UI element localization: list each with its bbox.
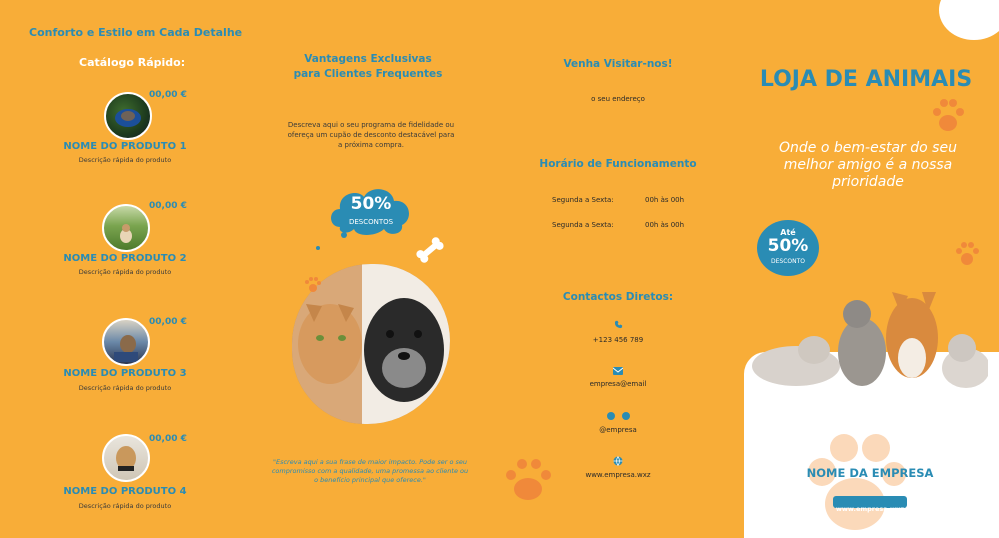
paw-icon <box>954 240 980 268</box>
product-2-photo <box>102 204 150 252</box>
paw-icon <box>930 95 966 135</box>
product-3-name: NOME DO PRODUTO 3 <box>63 368 187 379</box>
product-1-photo <box>104 92 152 140</box>
product-4-name: NOME DO PRODUTO 4 <box>63 486 187 497</box>
cover-subtitle: Onde o bem-estar do seu melhor amigo é a nossa prioridade <box>779 140 957 190</box>
middle-title-line1: Vantagens Exclusivas <box>304 53 432 65</box>
product-3-desc: Descrição rápida do produto <box>78 384 172 392</box>
product-2-desc: Descrição rápida do produto <box>78 268 172 276</box>
website[interactable]: www.empresa.wxz <box>585 471 651 479</box>
instagram-icon[interactable] <box>622 412 630 420</box>
product-2-name: NOME DO PRODUTO 2 <box>63 253 187 264</box>
bone-icon <box>414 236 446 264</box>
middle-badge-value: 50% <box>350 194 392 214</box>
product-2-price: 00,00 € <box>149 201 187 211</box>
email[interactable]: empresa@email <box>589 380 647 388</box>
address: o seu endereço <box>591 95 645 103</box>
globe-icon <box>613 456 623 466</box>
middle-body: Descreva aqui o seu programa de fidelidade ou ofereça um cupão de desconto destacável para a próxima compra. <box>287 121 455 149</box>
cover-badge-bottom: DESCONTO <box>770 258 805 265</box>
hours-days-2: Segunda a Sexta: <box>552 221 614 229</box>
facebook-icon[interactable] <box>607 412 615 420</box>
product-3-price: 00,00 € <box>149 317 187 327</box>
cover-title: LOJA DE ANIMAIS <box>759 67 973 92</box>
middle-title-line2: para Clientes Frequentes <box>293 68 443 80</box>
paw-icon <box>304 276 318 290</box>
product-4-price: 00,00 € <box>149 434 187 444</box>
pets-group-photo <box>752 278 988 390</box>
company-site-pill[interactable] <box>833 496 907 513</box>
contacts-title: Contactos Diretos: <box>562 291 674 303</box>
paw-icon <box>502 455 556 503</box>
decorative-dot <box>316 246 320 250</box>
company-site[interactable]: www.empresa.wxz <box>835 505 905 513</box>
product-3-photo <box>102 318 150 366</box>
product-1-price: 00,00 € <box>149 90 187 100</box>
middle-quote: "Escreva aqui a sua frase de maior impacto. Pode ser o seu compromisso com a qualidade, uma promessa ao cliente ou o benefício principal que oferece." <box>271 458 469 484</box>
cover-badge-value: 50% <box>767 236 809 256</box>
catalog-title: Catálogo Rápido: <box>79 56 186 69</box>
visit-title: Venha Visitar-nos! <box>563 58 673 70</box>
social-handle[interactable]: @empresa <box>599 426 637 434</box>
product-4-photo <box>102 434 150 482</box>
product-1-name: NOME DO PRODUTO 1 <box>63 141 187 152</box>
phone-icon <box>614 320 623 329</box>
cover-badge-top: Até <box>780 228 796 237</box>
hours-time-2: 00h às 00h <box>645 221 685 229</box>
hours-days-1: Segunda a Sexta: <box>552 196 614 204</box>
hours-title: Horário de Funcionamento <box>539 158 697 170</box>
company-name: NOME DA EMPRESA <box>806 466 934 480</box>
middle-badge-label: DESCONTOS <box>348 218 394 226</box>
phone[interactable]: +123 456 789 <box>592 336 644 344</box>
product-4-desc: Descrição rápida do produto <box>78 502 172 510</box>
email-icon <box>613 367 623 375</box>
product-1-desc: Descrição rápida do produto <box>78 156 172 164</box>
hours-time-1: 00h às 00h <box>645 196 685 204</box>
left-tagline: Conforto e Estilo em Cada Detalhe <box>29 26 243 39</box>
